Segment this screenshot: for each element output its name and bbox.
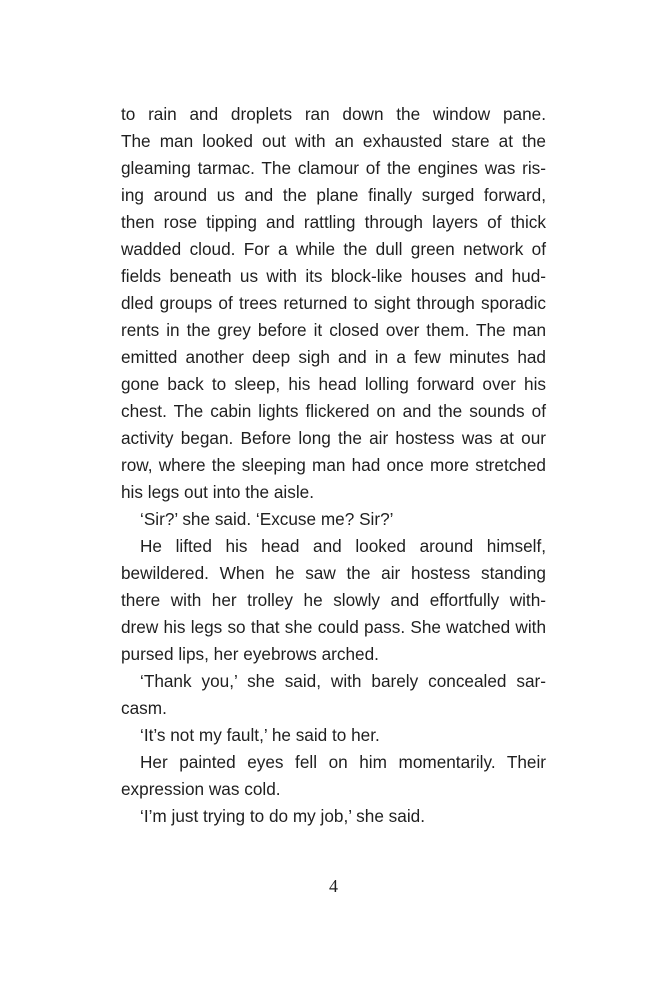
text-line: gleaming tarmac. The clamour of the engines was ris-: [121, 158, 546, 178]
text-line: dled groups of trees returned to sight through sporadic: [121, 293, 546, 313]
text-line: pursed lips, her eyebrows arched.: [121, 644, 379, 664]
paragraph: [121, 668, 546, 722]
text-line: He lifted his head and looked around himself,: [140, 536, 546, 556]
paragraph: [121, 533, 546, 668]
paragraph: [121, 803, 546, 830]
text-line: ‘I’m just trying to do my job,’ she said.: [140, 806, 425, 826]
paragraph: [121, 101, 546, 506]
text-line: Her painted eyes fell on him momentarily. Their: [140, 752, 546, 772]
text-line: there with her trolley he slowly and effortfully with-: [121, 590, 546, 610]
text-line: ‘Sir?’ she said. ‘Excuse me? Sir?’: [140, 509, 394, 529]
paragraph: [121, 506, 546, 533]
text-line: casm.: [121, 698, 167, 718]
text-line: row, where the sleeping man had once more stretched: [121, 455, 546, 475]
text-line: expression was cold.: [121, 779, 281, 799]
text-line: ‘Thank you,’ she said, with barely concealed sar-: [140, 671, 546, 691]
text-line: ing around us and the plane finally surged forward,: [121, 185, 546, 205]
text-line: his legs out into the aisle.: [121, 482, 314, 502]
text-line: then rose tipping and rattling through layers of thick: [121, 212, 546, 232]
text-line: emitted another deep sigh and in a few minutes had: [121, 347, 546, 367]
text-line: gone back to sleep, his head lolling forward over his: [121, 374, 546, 394]
text-line: bewildered. When he saw the air hostess standing: [121, 563, 546, 583]
text-line: fields beneath us with its block-like houses and hud-: [121, 266, 546, 286]
paragraph: [121, 722, 546, 749]
paragraph: [121, 749, 546, 803]
text-line: The man looked out with an exhausted stare at the: [121, 131, 546, 151]
text-line: chest. The cabin lights flickered on and the sounds of: [121, 401, 546, 421]
text-line: rents in the grey before it closed over them. The man: [121, 320, 546, 340]
text-line: wadded cloud. For a while the dull green network of: [121, 239, 546, 259]
text-line: drew his legs so that she could pass. She watched with: [121, 617, 546, 637]
body-text: [121, 101, 546, 830]
text-line: to rain and droplets ran down the window pane.: [121, 104, 546, 124]
text-line: ‘It’s not my fault,’ he said to her.: [140, 725, 380, 745]
page-number: 4: [329, 876, 338, 896]
text-line: activity began. Before long the air hostess was at our: [121, 428, 546, 448]
